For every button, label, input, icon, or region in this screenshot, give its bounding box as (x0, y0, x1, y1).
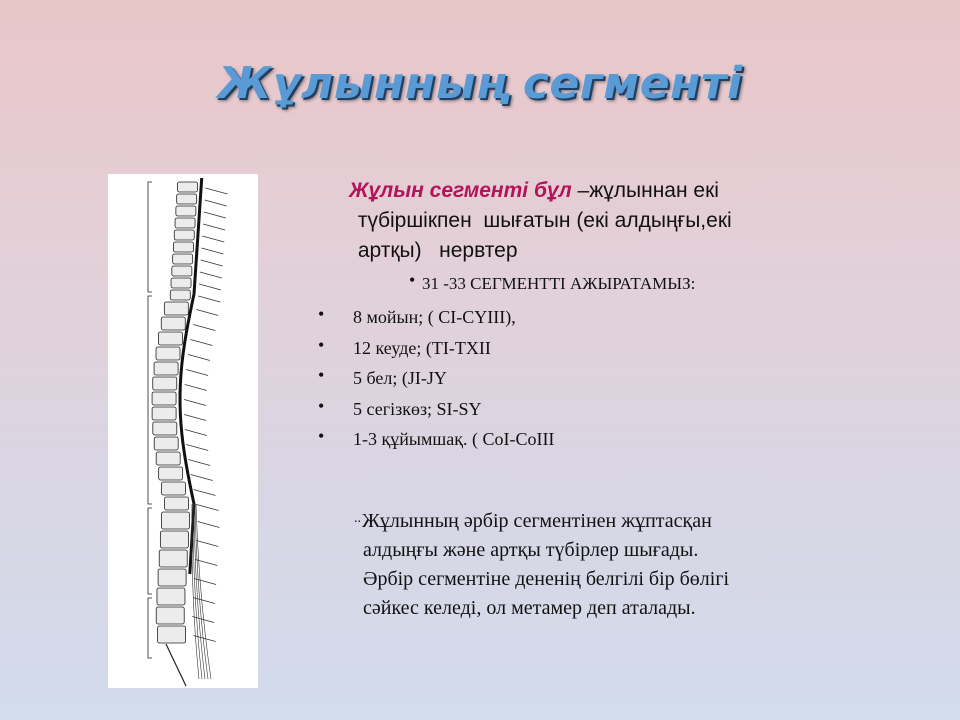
list-item-text: 5 бел; (JI-JY (353, 368, 447, 388)
paragraph-line: алдыңғы және артқы түбірлер шығады. (363, 539, 699, 561)
nerve-root (186, 445, 208, 451)
paragraph-line: сәйкес келеді, ол метамер деп аталады. (363, 597, 696, 619)
vertebra-body (156, 452, 180, 465)
list-item-text: 1-3 құйымшақ. ( CoI-CoIII (353, 429, 555, 449)
vertebra-body (162, 512, 190, 529)
nerve-root (193, 325, 215, 331)
bullet-dot: • (318, 395, 325, 416)
vertebra-body (173, 254, 193, 264)
vertebra-body (176, 206, 196, 216)
vertebra-body (177, 182, 197, 192)
list-item-text: 12 кеуде; (ТI-ТXII (353, 337, 491, 358)
bullet-dot: • (318, 304, 325, 324)
list-item-text: 5 сегізкөз; SI-SY (353, 398, 482, 419)
coccyx-line (166, 644, 186, 686)
nerve-root (186, 370, 208, 376)
vertebra-body (171, 278, 191, 288)
vertebra-body (161, 482, 185, 495)
vertebra-body (164, 302, 188, 315)
nerve-root (196, 541, 218, 547)
spinal-cord-illustration (108, 174, 258, 688)
nerve-root (198, 296, 220, 302)
vertebra-body (174, 230, 194, 240)
nerve-root (197, 505, 219, 511)
vertebra-body (170, 290, 190, 300)
nerve-root (200, 272, 222, 278)
vertebra-body (159, 467, 183, 480)
vertebra-body (156, 607, 184, 624)
nerve-root (184, 415, 206, 421)
region-bracket (148, 296, 152, 504)
nerve-root (201, 248, 223, 254)
vertebra-body (158, 626, 186, 643)
bullet-dot: • (409, 270, 416, 290)
nerve-root (194, 636, 216, 642)
segment-count-line (409, 270, 696, 294)
definition-text (349, 176, 852, 266)
vertebra-body (160, 531, 188, 548)
nerve-root (203, 224, 225, 230)
vertebra-body (177, 194, 197, 204)
definition-rest: –жұлыннан екі түбіршікпен шығатын (екі алдыңғы,екі артқы) нервтер (357, 179, 732, 262)
metamer-paragraph (354, 504, 824, 623)
paragraph-line-text: Жұлынның әрбір сегментінен жұптасқан (362, 510, 712, 532)
nerve-root (185, 430, 207, 436)
bullet-dot: • (318, 365, 325, 385)
nerve-root (205, 188, 227, 194)
nerve-root (205, 200, 227, 206)
paragraph-line (354, 504, 824, 536)
vertebra-body (173, 242, 193, 252)
nerve-root (198, 522, 220, 528)
vertebra-body (156, 347, 180, 360)
vertebra-body (161, 317, 185, 330)
vertebra-body (152, 392, 176, 405)
vertebra-body (158, 332, 182, 345)
region-bracket (148, 508, 152, 594)
bullet-dot: • (318, 426, 325, 446)
vertebra-body (158, 569, 186, 586)
nerve-root (196, 310, 218, 316)
nerve-root (201, 260, 223, 266)
spine-drawing (108, 174, 258, 688)
vertebra-body (172, 266, 192, 276)
cauda-strand (196, 504, 211, 679)
vertebra-body (154, 362, 178, 375)
vertebra-body (154, 437, 178, 450)
nerve-root (202, 236, 224, 242)
vertebra-body (159, 550, 187, 567)
segment-count-text: 31 -33 СЕГМЕНТТІ АЖЫРАТАМЫЗ: (422, 274, 696, 293)
nerve-root (194, 579, 216, 585)
vertebra-body (165, 497, 189, 510)
nerve-root (191, 475, 213, 481)
nerve-root (188, 460, 210, 466)
vertebra-body (153, 422, 177, 435)
slide-title: Жұлынның сегменті (217, 58, 743, 109)
vertebra-body (175, 218, 195, 228)
region-bracket (148, 598, 152, 658)
nerve-root (188, 355, 210, 361)
vertebra-body (152, 407, 176, 420)
nerve-root (184, 400, 206, 406)
paragraph-mark: .. (354, 511, 361, 526)
nerve-root (193, 598, 215, 604)
vertebra-body (157, 588, 185, 605)
nerve-root (199, 284, 221, 290)
region-bracket (148, 182, 152, 292)
definition-lead: Жұлын сегменті бұл (349, 179, 572, 202)
nerve-root (185, 385, 207, 391)
bullet-dot: • (318, 334, 325, 355)
nerve-root (193, 490, 215, 496)
nerve-root (204, 212, 226, 218)
vertebra-body (153, 377, 177, 390)
list-item-text: 8 мойын; ( СI-СYIII), (353, 307, 516, 327)
nerve-root (190, 340, 212, 346)
paragraph-line: Әрбір сегментіне дененің белгілі бір бөлігі (363, 568, 730, 590)
